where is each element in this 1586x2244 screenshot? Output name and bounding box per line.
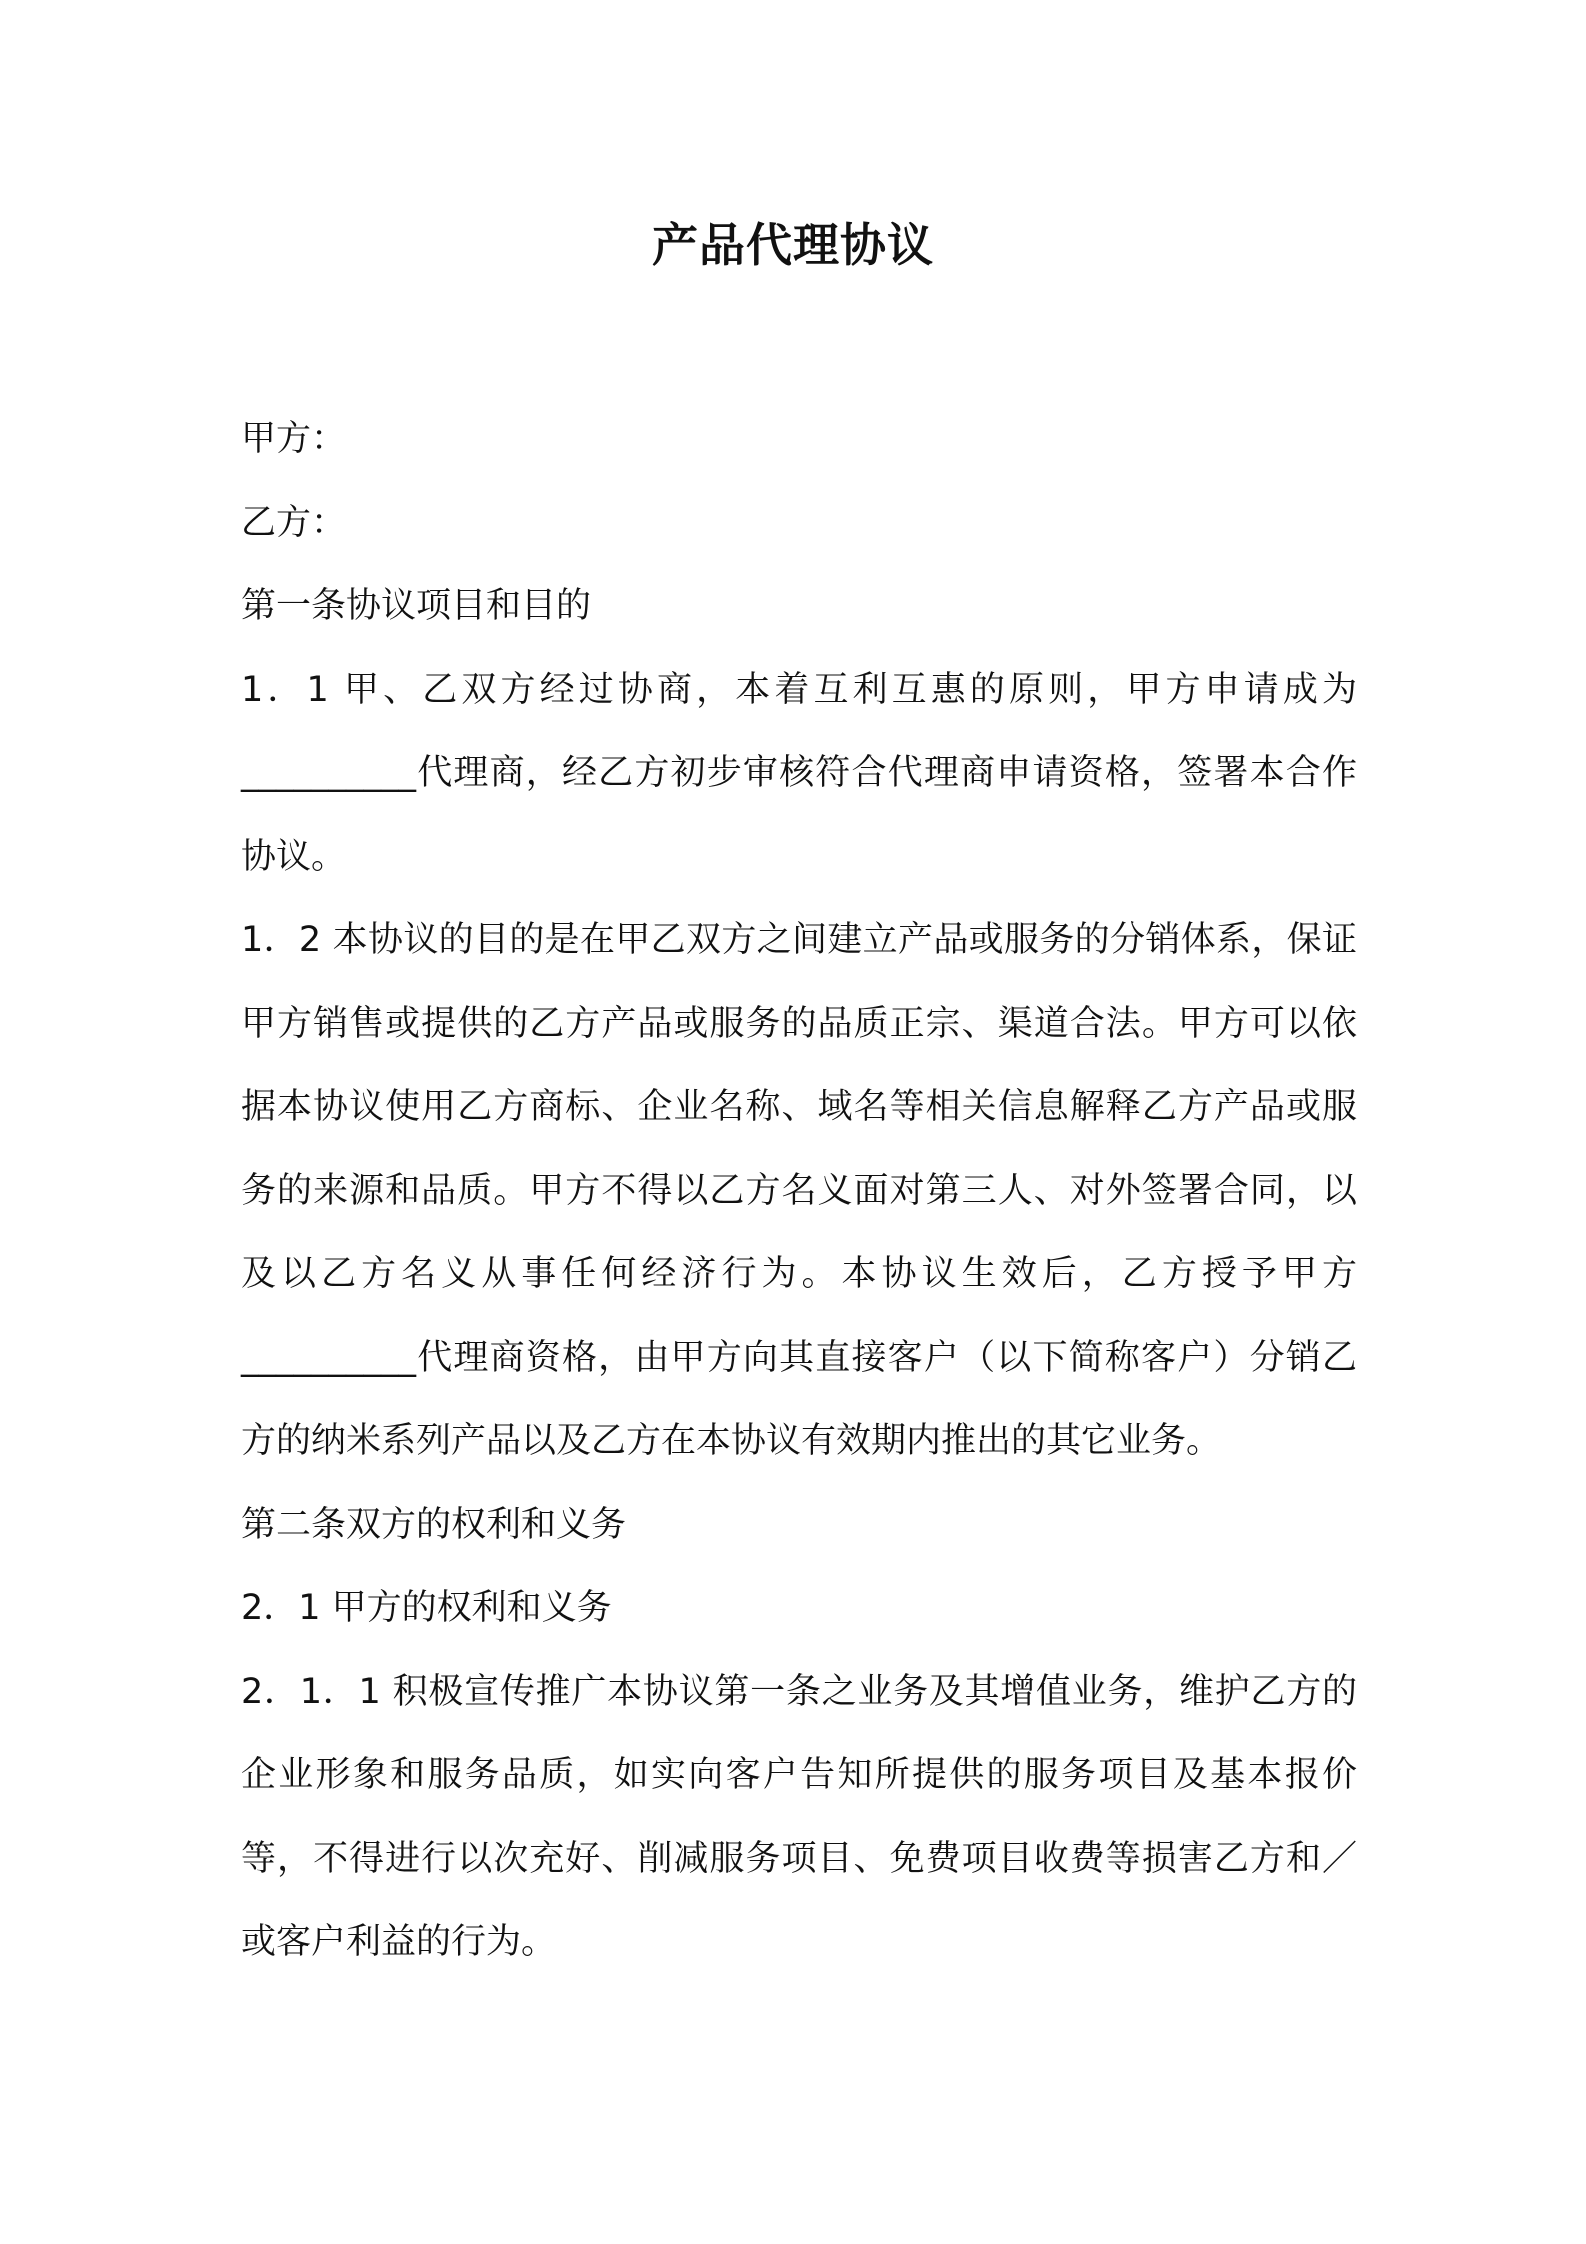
clause-1-2: 1．2 本协议的目的是在甲乙双方之间建立产品或服务的分销体系，保证甲方销售或提供的乙方产品或服务的品质正宗、渠道合法。甲方可以依据本协议使用乙方商标、企业名称、域名等相关信息解释乙方产品或服务的来源和品质。甲方不得以乙方名义面对第三人、对外签署合同，以及以乙方名义从事任何经济行为。本协议生效后，乙方授予甲方__________代理商资格，由甲方向其直接客户（以下简称客户）分销乙方的纳米系列产品以及乙方在本协议有效期内推出的其它业务。 — [241, 920, 1357, 1461]
document-title: 产品代理协议 — [652, 218, 934, 272]
party-b-line: 乙方： — [241, 502, 347, 543]
clause-2-1-1: 2．1．1 积极宣传推广本协议第一条之业务及其增值业务，维护乙方的企业形象和服务品质，如实向客户告知所提供的服务项目及基本报价等，不得进行以次充好、削减服务项目、免费项目收费等损害乙方和／或客户利益的行为。 — [241, 1671, 1357, 1962]
clause-2-1: 2．1 甲方的权利和义务 — [241, 1588, 612, 1628]
clause-1-1: 1．1 甲、乙双方经过协商，本着互利互惠的原则，甲方申请成为__________代理商，经乙方初步审核符合代理商申请资格，签署本合作协议。 — [241, 669, 1357, 877]
document-body — [241, 398, 1357, 1985]
party-a-line: 甲方： — [241, 419, 347, 459]
article-2-heading: 第二条双方的权利和义务 — [241, 1504, 627, 1545]
article-1-heading: 第一条协议项目和目的 — [241, 586, 592, 626]
